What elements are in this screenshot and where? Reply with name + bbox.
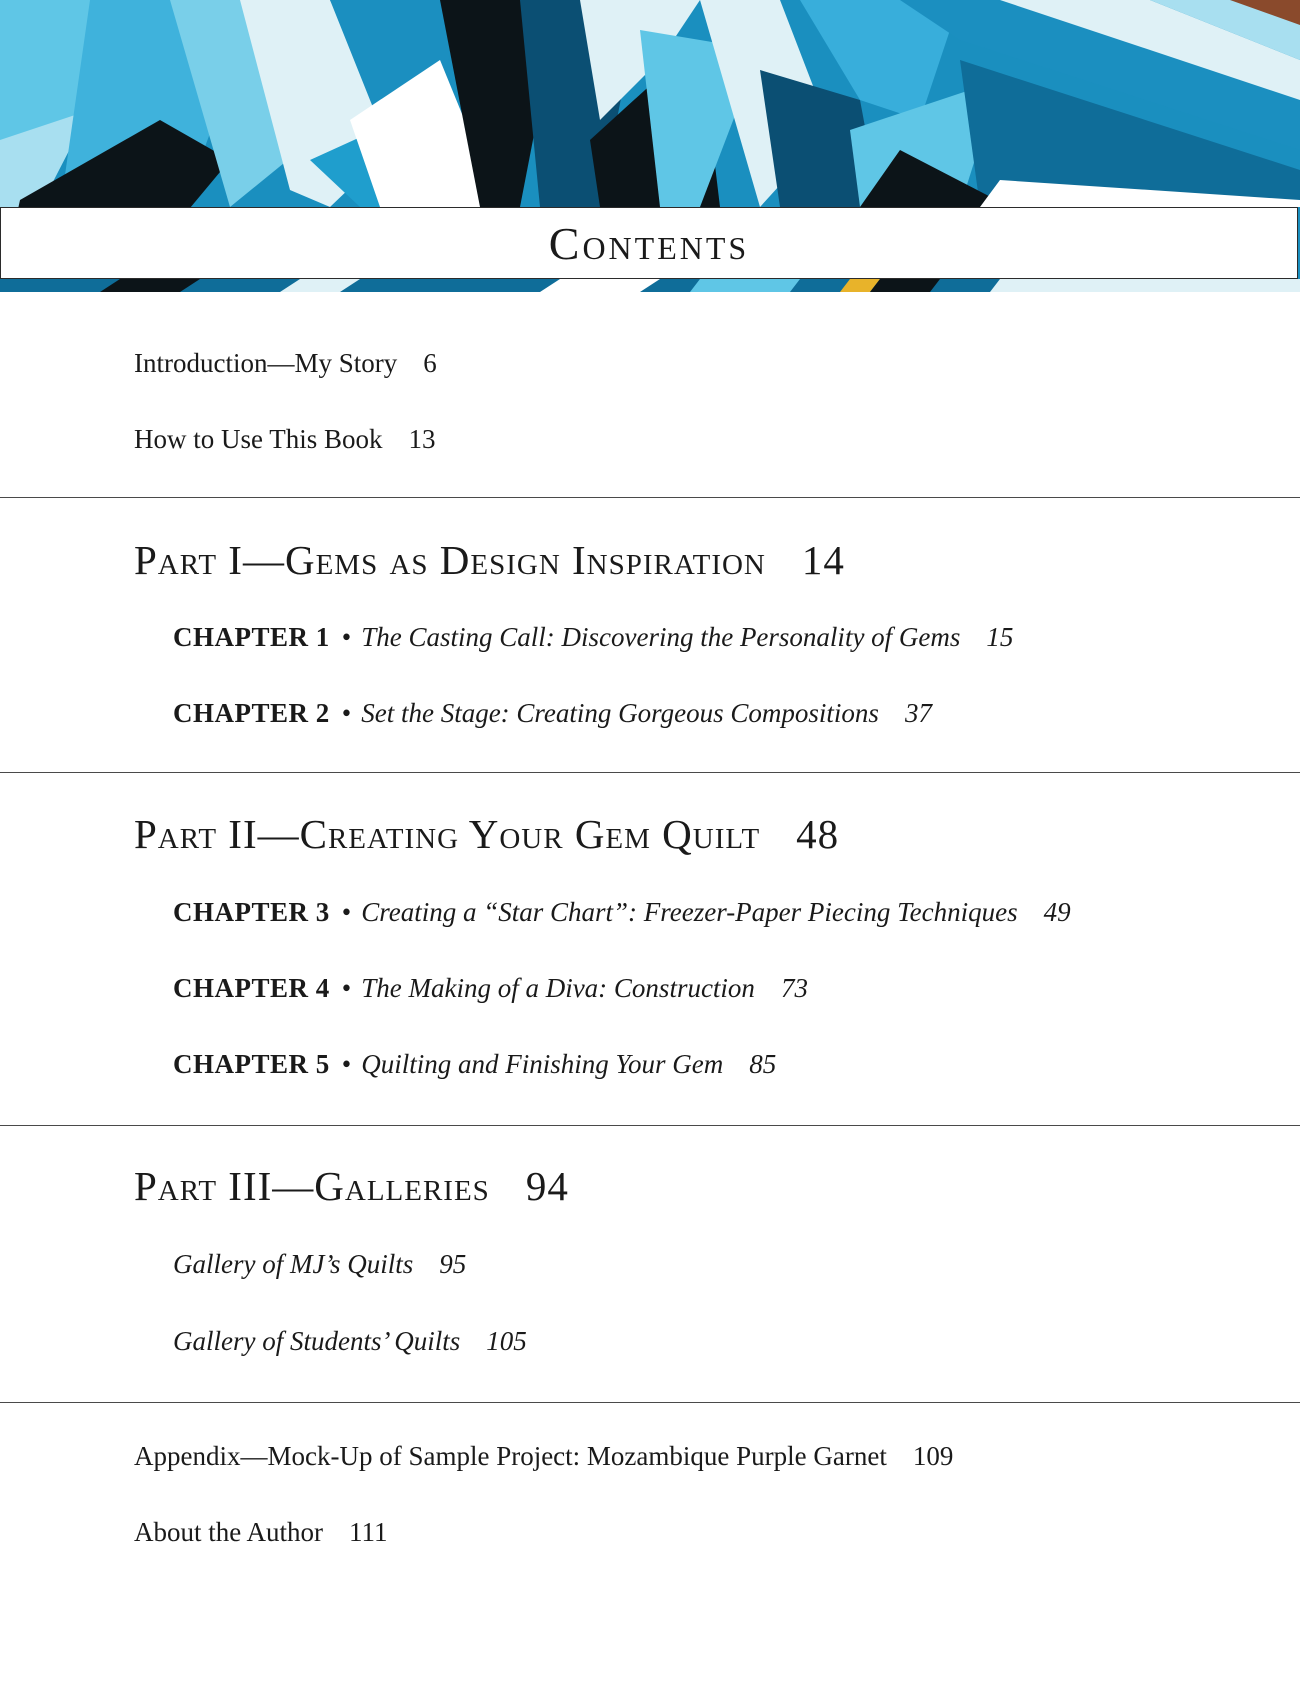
chapter-title: The Casting Call: Discovering the Personality of Gems <box>361 622 961 652</box>
toc-part-2[interactable] <box>134 810 839 858</box>
toc-chapter-3[interactable] <box>173 897 1071 928</box>
toc-gallery-mj[interactable] <box>173 1249 466 1280</box>
section-divider <box>0 497 1300 498</box>
bullet-separator: • <box>341 973 352 1003</box>
chapter-label: CHAPTER 5 <box>173 1049 330 1079</box>
part-page: 48 <box>796 811 840 857</box>
part-title: Part II—Creating Your Gem Quilt <box>134 811 761 857</box>
chapter-page: 37 <box>904 698 932 728</box>
entry-page: 109 <box>912 1441 954 1471</box>
toc-chapter-1[interactable] <box>173 622 1013 653</box>
entry-title: About the Author <box>134 1517 323 1547</box>
toc-chapter-4[interactable] <box>173 973 808 1004</box>
chapter-title: Creating a “Star Chart”: Freezer-Paper Piecing Techniques <box>361 897 1018 927</box>
chapter-page: 49 <box>1043 897 1071 927</box>
page-title: Contents <box>548 217 750 269</box>
toc-entry-introduction[interactable] <box>134 348 437 379</box>
entry-title: Introduction—My Story <box>134 348 398 378</box>
chapter-label: CHAPTER 1 <box>173 622 330 652</box>
chapter-label: CHAPTER 4 <box>173 973 330 1003</box>
toc-part-1[interactable] <box>134 536 845 584</box>
chapter-page: 73 <box>780 973 808 1003</box>
entry-title: Appendix—Mock-Up of Sample Project: Mozambique Purple Garnet <box>134 1441 887 1471</box>
chapter-title: Quilting and Finishing Your Gem <box>361 1049 724 1079</box>
chapter-label: CHAPTER 2 <box>173 698 330 728</box>
bullet-separator: • <box>341 897 352 927</box>
chapter-page: 15 <box>986 622 1014 652</box>
bullet-separator: • <box>341 1049 352 1079</box>
gallery-title: Gallery of Students’ Quilts <box>173 1326 461 1356</box>
toc-gallery-students[interactable] <box>173 1326 527 1357</box>
part-title: Part I—Gems as Design Inspiration <box>134 537 766 583</box>
entry-title: How to Use This Book <box>134 424 383 454</box>
entry-page: 111 <box>349 1517 388 1547</box>
chapter-title: The Making of a Diva: Construction <box>361 973 755 1003</box>
section-divider <box>0 1125 1300 1126</box>
chapter-title: Set the Stage: Creating Gorgeous Compositions <box>361 698 879 728</box>
toc-entry-about-author[interactable] <box>134 1517 388 1548</box>
part-page: 94 <box>525 1163 569 1209</box>
part-title: Part III—Galleries <box>134 1163 490 1209</box>
entry-page: 6 <box>423 348 437 378</box>
chapter-label: CHAPTER 3 <box>173 897 330 927</box>
toc-part-3[interactable] <box>134 1162 569 1210</box>
part-page: 14 <box>801 537 845 583</box>
gallery-page: 95 <box>439 1249 467 1279</box>
contents-title-box <box>0 207 1298 279</box>
toc-chapter-5[interactable] <box>173 1049 776 1080</box>
chapter-page: 85 <box>749 1049 777 1079</box>
gallery-page: 105 <box>486 1326 527 1356</box>
gallery-title: Gallery of MJ’s Quilts <box>173 1249 414 1279</box>
toc-chapter-2[interactable] <box>173 698 932 729</box>
toc-entry-appendix[interactable] <box>134 1441 953 1472</box>
toc-entry-how-to-use[interactable] <box>134 424 436 455</box>
section-divider <box>0 1402 1300 1403</box>
bullet-separator: • <box>341 622 352 652</box>
entry-page: 13 <box>408 424 436 454</box>
bullet-separator: • <box>341 698 352 728</box>
section-divider <box>0 772 1300 773</box>
